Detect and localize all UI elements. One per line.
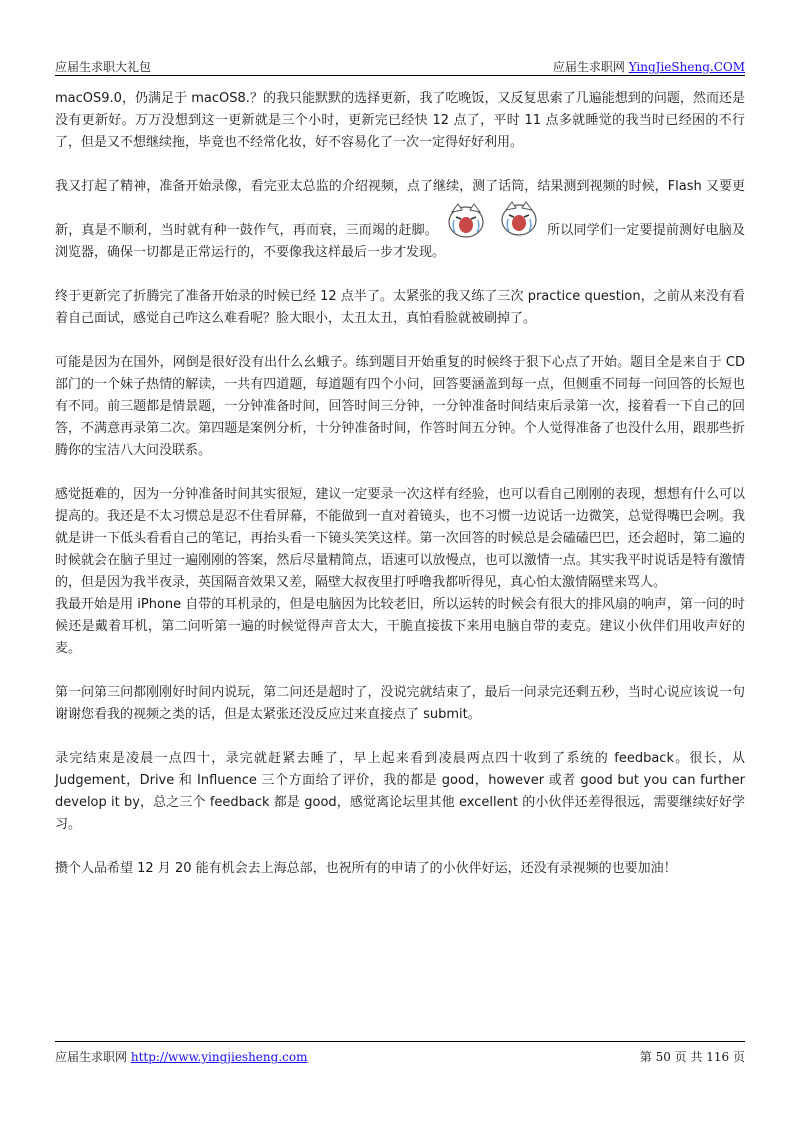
- paragraph-6: 我最开始是用 iPhone 自带的耳机录的，但是电脑因为比较老旧，所以运转的时候会有很大的排风扇的响声，第一问的时候还是戴着耳机，第二问听第一遍的时候觉得声音太大，干脆直接拔下来用电脑自带的麦克。建议小伙伴们用收声好的麦。: [55, 597, 745, 656]
- paragraph-2-text-a: 我又打起了精神，准备开始录像，看完亚太总监的介绍视频，点了继续，测了话筒，结果测到视频的时候，Flash 又要更新，真是不顺利，当时就有种一鼓作气，再而衰，三而竭的赶脚。: [55, 179, 745, 238]
- footer-site-link[interactable]: http://www.yingjiesheng.com: [130, 1050, 308, 1064]
- footer-divider: [55, 1041, 745, 1042]
- paragraph-9: 攒个人品希望 12 月 20 能有机会去上海总部，也祝所有的申请了的小伙伴好运，还没有录视频的也要加油！: [55, 861, 677, 876]
- paragraph-2: [55, 176, 745, 264]
- crying-face-icon: [444, 198, 488, 242]
- paragraph-4: 可能是因为在国外，网倒是很好没有出什么幺蛾子。练到题目开始重复的时候终于狠下心点了开始。题目全是来自于 CD 部门的一个妹子热情的解读，一共有四道题，每道题有四个小问，回答要涵盖到每一点，但侧重不同每一问回答的长短也有不同。前三题都是情景题，一分钟准备时间，回答时间三分钟，一分钟准备时间结束后录第一次，接着看一下自己的回答，不满意再录第二次。第四题是案例分析，十分钟准备时间，作答时间五分钟。个人觉得准备了也没什么用，跟那些折腾你的宝洁八大问没联系。: [55, 355, 745, 458]
- page-header: [55, 58, 745, 76]
- page-number: 第 50 页 共 116 页: [639, 1050, 745, 1064]
- paragraph-2-text-b: 所以同学们一定要提前测好电脑及浏览器，确保一切都是正常运行的，不要像我这样最后一步才发现。: [55, 223, 745, 260]
- header-title: 应届生求职大礼包: [55, 60, 152, 74]
- paragraph-5: 感觉挺难的，因为一分钟准备时间其实很短，建议一定要录一次这样有经验，也可以看自己刚刚的表现，想想有什么可以提高的。我还是不太习惯总是忍不住看屏幕，不能做到一直对着镜头，也不习惯一边说话一边微笑，总觉得嘴巴会咧。我就是讲一下低头看看自己的笔记，再抬头看一下镜头笑笑这样。第一次回答的时候总是会磕磕巴巴，还会超时，第二遍的时候就会在脑子里过一遍刚刚的答案，然后尽量精简点，语速可以放慢点，也可以激情一点。其实我平时说话是特有激情的，但是因为我半夜录，英国隔音效果又差，隔壁大叔夜里打呼噜我都听得见，真心怕太激情隔壁来骂人。: [55, 487, 745, 590]
- paragraph-8: 录完结束是凌晨一点四十，录完就赶紧去睡了，早上起来看到凌晨两点四十收到了系统的 feedback。很长，从 Judgement，Drive 和 Influence 三个方面给了评价，我的都是 good，however 或者 good but you can further develop it by，总之三个 feedback 都是 good，感觉离论坛里其他 excellent 的小伙伴还差得很远，需要继续好好学习。: [55, 751, 745, 832]
- paragraph-1: macOS9.0，仍满足于 macOS8.？的我只能默默的选择更新，我了吃晚饭，又反复思索了几遍能想到的问题，然而还是没有更新好。万万没想到这一更新就是三个小时，更新完已经快 12 点了，平时 11 点多就睡觉的我当时已经困的不行了，但是又不想继续拖，毕竟也不经常化妆，好不容易化了一次一定得好好利用。: [55, 91, 745, 150]
- footer-site-label: 应届生求职网: [55, 1050, 128, 1064]
- footer-site: [55, 1048, 307, 1065]
- paragraph-3: 终于更新完了折腾完了准备开始录的时候已经 12 点半了。太紧张的我又练了三次 practice question，之前从来没有看着自己面试，感觉自己咋这么难看呢？脸大眼小，太丑太丑，真怕看脸就被刷掉了。: [55, 289, 745, 326]
- paragraph-7: 第一问第三问都刚刚好时间内说玩，第二问还是超时了，没说完就结束了，最后一问录完还剩五秒，当时心说应该说一句谢谢您看我的视频之类的话，但是太紧张还没反应过来直接点了 submit。: [55, 685, 745, 722]
- document-body: [55, 88, 745, 902]
- page-footer: [55, 1048, 745, 1066]
- header-site-label: 应届生求职网: [552, 60, 625, 74]
- crying-face-icon: [497, 198, 541, 242]
- header-site-link[interactable]: YingJieSheng.COM: [628, 60, 745, 74]
- header-divider: [55, 75, 745, 76]
- header-site: [553, 58, 745, 75]
